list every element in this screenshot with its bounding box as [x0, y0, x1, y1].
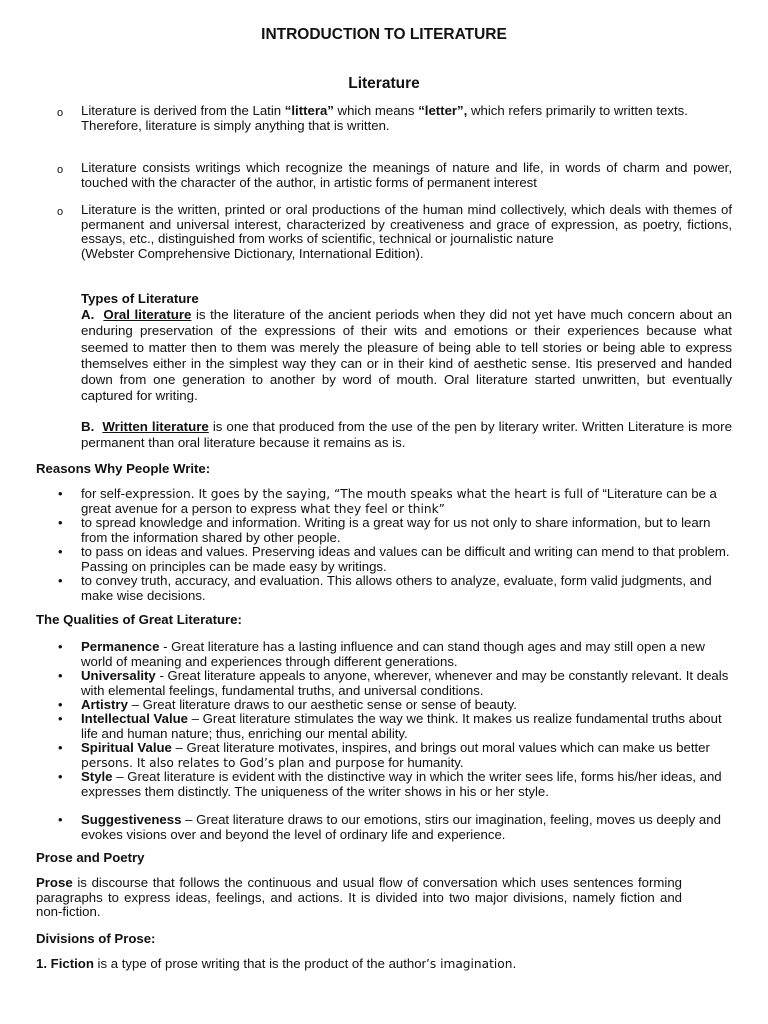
- section-title-literature: Literature: [348, 75, 420, 92]
- quality-permanence: Permanence - Great literature has a lasting influence and can stand though ages and may still open a new world of meaning and experiences through different generations.: [81, 639, 705, 669]
- qualities-heading: The Qualities of Great Literature:: [36, 612, 242, 627]
- bullet-icon: •: [58, 573, 63, 588]
- intro-paragraph-1-line2: Therefore, literature is simply anything that is written.: [81, 117, 390, 133]
- bullet-icon: •: [58, 486, 63, 501]
- hollow-bullet-icon: o: [57, 107, 64, 119]
- bullet-icon: •: [58, 812, 63, 827]
- hollow-bullet-icon: o: [57, 164, 64, 176]
- reason-item-4: to convey truth, accuracy, and evaluation. This allows others to analyze, evaluate, form valid judgments, and make wise decisions.: [81, 573, 712, 603]
- quality-style: Style – Great literature is evident with the distinctive way in which the writer sees life, forms his/her ideas, and expresses them distinctly. The uniqueness of the writer shows in his or her style.: [81, 769, 722, 799]
- reason-item-1: for self-expression. It goes by the saying, “The mouth speaks what the heart is full of “Literature can be a great avenue for a person to express what they feel or think”: [81, 486, 717, 516]
- types-heading: Types of Literature: [81, 291, 199, 306]
- dictionary-source: (Webster Comprehensive Dictionary, International Edition).: [81, 245, 424, 261]
- oral-literature-paragraph: A. Oral literature is the literature of the ancient periods when they did not yet have much concern about an enduring preservation of the expressions of their wits and emotions or their experiences because what seemed to matter then to them was merely the pleasure of being able to tell stories or being able to express themselves either in the simplest way they can or in their kind of aesthetic sense. Itis preserved and handed down from one generation to another by word of mouth. Oral literature started unwritten, but eventually captured for writing.: [81, 307, 733, 404]
- bullet-icon: •: [58, 639, 63, 654]
- intro-paragraph-1: Literature is derived from the Latin “littera” which means “letter”, which refers primarily to written texts. Therefore, literature is simply anything that is written.: [81, 104, 732, 133]
- quality-suggestiveness: Suggestiveness – Great literature draws to our emotions, stirs our imagination, feeling, moves us deeply and evokes visions over and beyond the level of ordinary life and experience.: [81, 812, 721, 842]
- quality-intellectual-value: Intellectual Value – Great literature stimulates the way we think. It makes us realize fundamental truths about life and human nature; thus, enriching our mental ability.: [81, 711, 722, 741]
- fiction-definition: 1. Fiction is a type of prose writing that is the product of the author’s imagination.: [36, 956, 517, 971]
- bullet-icon: •: [58, 515, 63, 530]
- bullet-icon: •: [58, 668, 63, 683]
- hollow-bullet-icon: o: [57, 206, 64, 218]
- prose-definition-paragraph: Prose is discourse that follows the continuous and usual flow of conversation which uses sentences forming paragraphs to express ideas, feelings, and actions. It is divided into two major divisions, namely fiction and non-fiction.: [36, 875, 682, 920]
- divisions-heading: Divisions of Prose:: [36, 931, 156, 946]
- bullet-icon: •: [58, 740, 63, 755]
- written-literature-term: Written literature: [102, 419, 209, 434]
- written-literature-paragraph: B. Written literature is one that produced from the use of the pen by literary writer. Written Literature is more permanent than oral literature because it remains as is.: [81, 419, 733, 451]
- quality-universality: Universality - Great literature appeals to anyone, wherever, whenever and may be constantly relevant. It deals with elemental feelings, fundamental truths, and universal conditions.: [81, 668, 729, 698]
- quality-artistry: Artistry – Great literature draws to our aesthetic sense or sense of beauty.: [81, 697, 517, 712]
- bullet-icon: •: [58, 544, 63, 559]
- intro-paragraph-2: Literature consists writings which recognize the meanings of nature and life, in words of charm and power, touched with the character of the author, in artistic forms of permanent interest: [81, 160, 732, 190]
- intro-paragraph-3: Literature is the written, printed or oral productions of the human mind collectively, which deals with themes of permanent and universal interest, characterized by creativeness and grace of expression, as poetry, fictions, essays, etc., distinguished from works of scientific, technical or journalistic nature (Webster Comprehensive Dictionary, International Edition).: [81, 202, 732, 261]
- reason-item-3: to pass on ideas and values. Preserving ideas and values can be difficult and writing can mend to that problem. Passing on principles can be made easy by writings.: [81, 544, 730, 574]
- bullet-icon: •: [58, 697, 63, 712]
- bullet-icon: •: [58, 769, 63, 784]
- oral-literature-term: Oral literature: [103, 307, 192, 322]
- reason-item-2: to spread knowledge and information. Writing is a great way for us not only to share information, but to learn from the information shared by other people.: [81, 515, 711, 545]
- document-title: INTRODUCTION TO LITERATURE: [261, 26, 507, 43]
- prose-poetry-heading: Prose and Poetry: [36, 850, 145, 865]
- reasons-heading: Reasons Why People Write:: [36, 461, 211, 476]
- bullet-icon: •: [58, 711, 63, 726]
- quality-spiritual-value: Spiritual Value – Great literature motivates, inspires, and brings out moral values which can make us better persons. It also relates to God’s plan and purpose for humanity.: [81, 740, 710, 770]
